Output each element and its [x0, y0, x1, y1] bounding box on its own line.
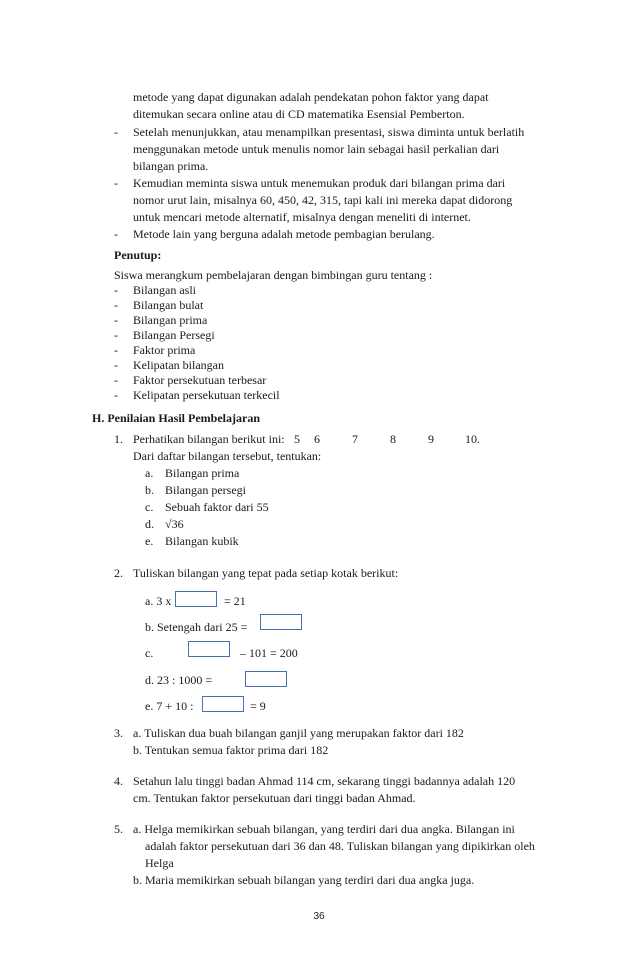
- q1-subtext: Dari daftar bilangan tersebut, tentukan:: [133, 449, 322, 463]
- question-number: 5.: [114, 822, 123, 836]
- option-label: b.: [145, 483, 154, 497]
- intro-bullet-1-line-3: bilangan prima.: [133, 159, 209, 173]
- q2-e-right: = 9: [250, 699, 266, 713]
- q5-a-line-3: Helga: [145, 856, 174, 870]
- q2-c-right: – 101 = 200: [240, 646, 298, 660]
- answer-box-a[interactable]: [175, 591, 217, 607]
- q2-a-right: = 21: [224, 594, 246, 608]
- intro-bullet-2-line-2: nomor urut lain, misalnya 60, 450, 42, 315, tapi kali ini mereka dapat didorong: [133, 193, 513, 207]
- penutup-heading: Penutup:: [114, 248, 162, 262]
- penutup-item: Kelipatan persekutuan terkecil: [133, 388, 280, 402]
- q5-b: b. Maria memikirkan sebuah bilangan yang terdiri dari dua angka juga.: [133, 873, 475, 887]
- intro-bullet-2-line-3: untuk mencari metode alternatif, misalnya dengan meneliti di internet.: [133, 210, 471, 224]
- question-number: 3.: [114, 726, 123, 740]
- q4-line-1: Setahun lalu tinggi badan Ahmad 114 cm, sekarang tinggi badannya adalah 120: [133, 774, 516, 788]
- penutup-item: Bilangan bulat: [133, 298, 204, 312]
- option-text: Bilangan persegi: [165, 483, 246, 497]
- q1-number: 6: [314, 432, 320, 446]
- penutup-item: Kelipatan bilangan: [133, 358, 224, 372]
- bullet-dash: -: [114, 358, 118, 372]
- option-text: √36: [165, 517, 184, 531]
- penutup-item: Faktor prima: [133, 343, 196, 357]
- section-heading: H. Penilaian Hasil Pembelajaran: [92, 411, 260, 425]
- q3-b: b. Tentukan semua faktor prima dari 182: [133, 743, 329, 757]
- q2-c-left: c.: [145, 646, 154, 660]
- q2-b-left: b. Setengah dari 25 =: [145, 620, 248, 634]
- bullet-dash: -: [114, 343, 118, 357]
- bullet-dash: -: [114, 313, 118, 327]
- option-label: a.: [145, 466, 154, 480]
- q2-e-left: e. 7 + 10 :: [145, 699, 194, 713]
- q1-number: 9: [428, 432, 434, 446]
- q1-number: 10.: [465, 432, 480, 446]
- option-text: Sebuah faktor dari 55: [165, 500, 269, 514]
- page-number: 36: [313, 911, 325, 922]
- penutup-item: Faktor persekutuan terbesar: [133, 373, 267, 387]
- penutup-item: Bilangan asli: [133, 283, 196, 297]
- bullet-dash: -: [114, 283, 118, 297]
- bullet-dash: -: [114, 328, 118, 342]
- q1-number: 8: [390, 432, 396, 446]
- q4-line-2: cm. Tentukan faktor persekutuan dari tinggi badan Ahmad.: [133, 791, 416, 805]
- intro-bullet-1-line-2: menggunakan metode untuk menulis nomor lain sebagai hasil perkalian dari: [133, 142, 500, 156]
- q1-number: 7: [352, 432, 358, 446]
- q2-text: Tuliskan bilangan yang tepat pada setiap kotak berikut:: [133, 566, 399, 580]
- q5-a-line-2: adalah faktor persekutuan dari 36 dan 48. Tuliskan bilangan yang dipikirkan oleh: [145, 839, 535, 853]
- intro-line-2: ditemukan secara online atau di CD matematika Esensial Pemberton.: [133, 107, 465, 121]
- penutup-item: Bilangan Persegi: [133, 328, 215, 342]
- option-text: Bilangan prima: [165, 466, 240, 480]
- answer-box-b[interactable]: [260, 614, 302, 630]
- question-number: 1.: [114, 432, 123, 446]
- option-label: e.: [145, 534, 154, 548]
- bullet-dash: -: [114, 227, 118, 241]
- question-number: 2.: [114, 566, 123, 580]
- intro-bullet-3: Metode lain yang berguna adalah metode pembagian berulang.: [133, 227, 435, 241]
- answer-box-e[interactable]: [202, 696, 244, 712]
- answer-box-d[interactable]: [245, 671, 287, 687]
- intro-bullet-1-line-1: Setelah menunjukkan, atau menampilkan presentasi, siswa diminta untuk berlatih: [133, 125, 525, 139]
- intro-bullet-2-line-1: Kemudian meminta siswa untuk menemukan produk dari bilangan prima dari: [133, 176, 506, 190]
- bullet-dash: -: [114, 176, 118, 190]
- penutup-item: Bilangan prima: [133, 313, 208, 327]
- intro-line-1: metode yang dapat digunakan adalah pendekatan pohon faktor yang dapat: [133, 90, 489, 104]
- bullet-dash: -: [114, 388, 118, 402]
- question-number: 4.: [114, 774, 123, 788]
- bullet-dash: -: [114, 373, 118, 387]
- q2-d-left: d. 23 : 1000 =: [145, 673, 213, 687]
- q3-a: a. Tuliskan dua buah bilangan ganjil yang merupakan faktor dari 182: [133, 726, 464, 740]
- answer-box-c[interactable]: [188, 641, 230, 657]
- q2-a-left: a. 3 x: [145, 594, 172, 608]
- q1-text: Perhatikan bilangan berikut ini:: [133, 432, 285, 446]
- option-text: Bilangan kubik: [165, 534, 239, 548]
- q1-number: 5: [294, 432, 300, 446]
- penutup-intro: Siswa merangkum pembelajaran dengan bimbingan guru tentang :: [114, 268, 433, 282]
- option-label: d.: [145, 517, 154, 531]
- option-label: c.: [145, 500, 154, 514]
- bullet-dash: -: [114, 298, 118, 312]
- q5-a-line-1: a. Helga memikirkan sebuah bilangan, yang terdiri dari dua angka. Bilangan ini: [133, 822, 515, 836]
- bullet-dash: -: [114, 125, 118, 139]
